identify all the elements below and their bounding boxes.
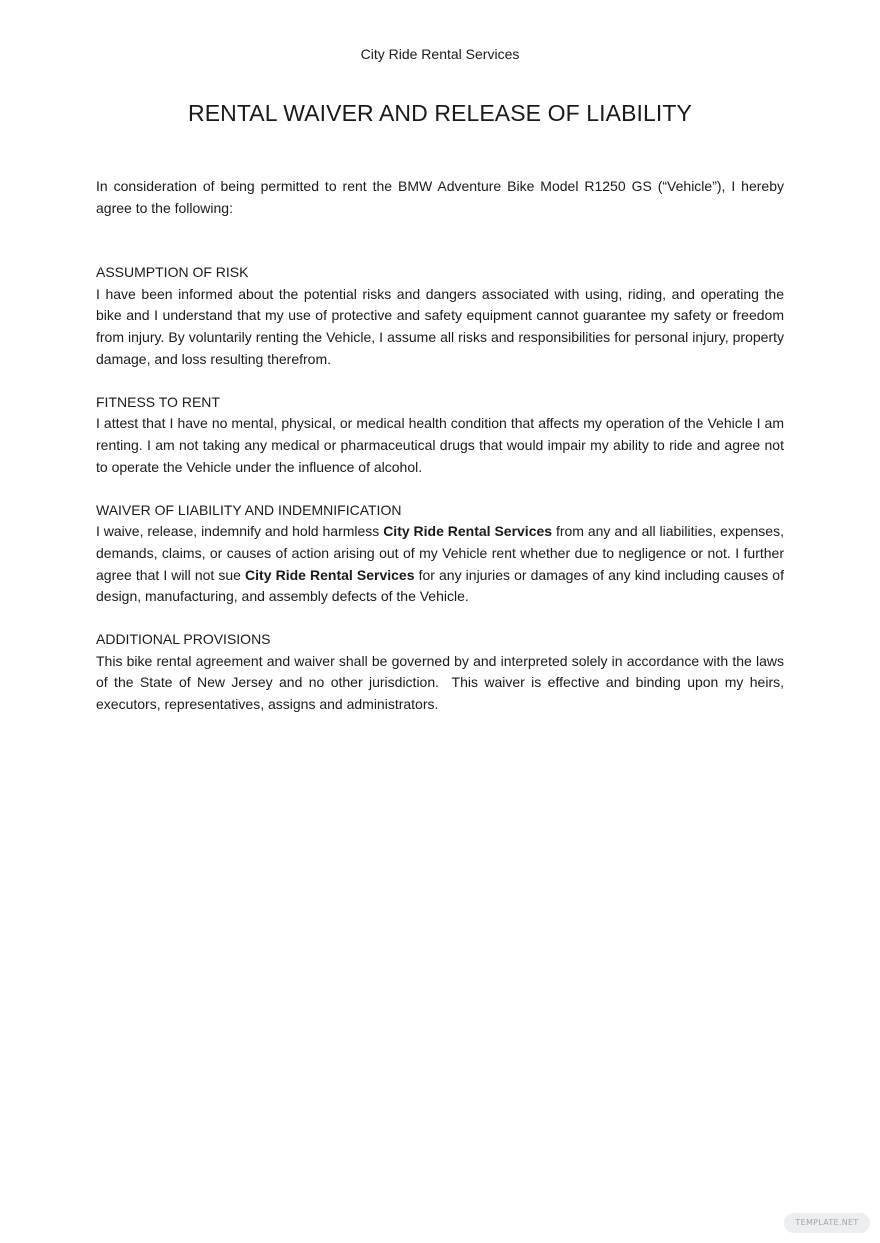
waiver-text-part-1: I waive, release, indemnify and hold harmless <box>96 523 384 540</box>
company-name-inline: City Ride Rental Services <box>245 566 415 583</box>
document-body <box>96 176 784 737</box>
waiver-text-part-3: for any injuries or damages of any kind including causes of design, manufacturing, and assembly defects of the Vehicle. <box>96 566 784 605</box>
section-heading-waiver-of-liability: WAIVER OF LIABILITY AND INDEMNIFICATION <box>96 501 402 518</box>
section-heading-assumption-of-risk: ASSUMPTION OF RISK <box>96 264 249 281</box>
section-body-waiver-of-liability <box>96 521 784 607</box>
section-body-fitness-to-rent: I attest that I have no mental, physical, or medical health condition that affects my operation of the Vehicle I am renting. I am not taking any medical or pharmaceutical drugs that would impair my ability to ride and agree not to operate the Vehicle under the influence of alcohol. <box>96 415 784 475</box>
section-body-assumption-of-risk: I have been informed about the potential risks and dangers associated with using, riding, and operating the bike and I understand that my use of protective and safety equipment cannot guarantee my safety or freedom from injury. By voluntarily renting the Vehicle, I assume all risks and responsibilities for personal injury, property damage, and loss resulting therefrom. <box>96 285 784 367</box>
template-watermark: TEMPLATE.NET <box>784 1213 870 1233</box>
section-body-additional-provisions: This bike rental agreement and waiver shall be governed by and interpreted solely in accordance with the laws of the State of New Jersey and no other jurisdiction. This waiver is effective and binding upon my heirs, executors, representatives, assigns and administrators. <box>96 652 784 713</box>
waiver-text-part-2: from any and all liabilities, expenses, demands, claims, or causes of action arising out of my Vehicle rent whether due to negligence or not. I further agree that I will not sue <box>96 523 784 583</box>
company-name-inline: City Ride Rental Services <box>383 523 553 540</box>
company-name: City Ride Rental Services <box>360 46 520 62</box>
section-heading-additional-provisions: ADDITIONAL PROVISIONS <box>96 631 271 648</box>
section-heading-fitness-to-rent: FITNESS TO RENT <box>96 393 220 410</box>
document-title: RENTAL WAIVER AND RELEASE OF LIABILITY <box>188 100 692 126</box>
intro-paragraph: In consideration of being permitted to rent the BMW Adventure Bike Model R1250 GS (“Vehicle”), I hereby agree to the following: <box>96 178 784 216</box>
